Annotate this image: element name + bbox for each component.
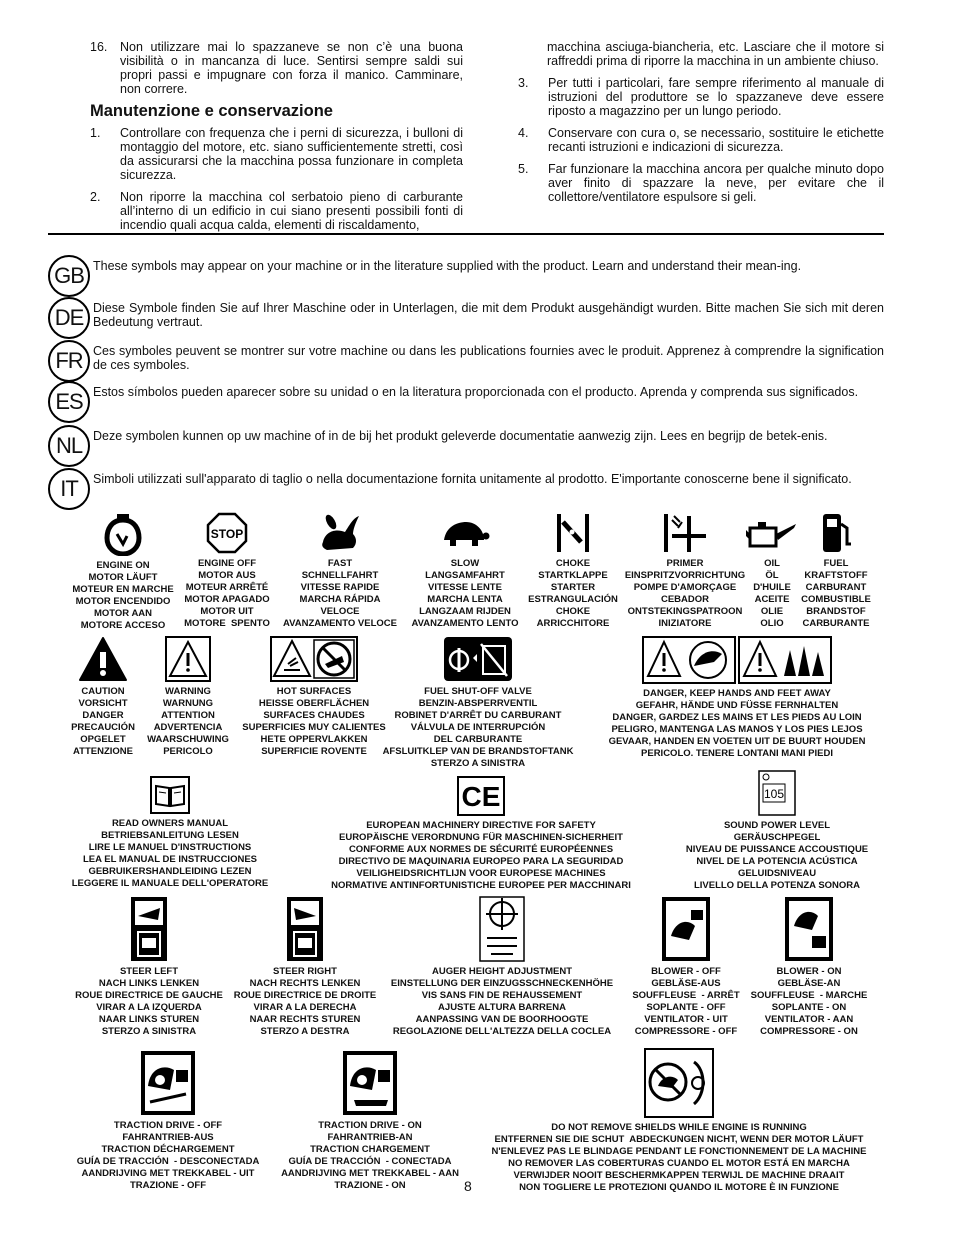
symbol-ce	[326, 776, 636, 892]
symbol-label: STEER LEFT NACH LINKS LENKEN ROUE DIRECTRICE DE GAUCHE VIRAR A LA IZQUERDA NAAR LINKS STUREN STERZO A SINISTRA	[75, 966, 223, 1037]
symbol-sound-level	[672, 770, 882, 892]
symbol-label: OIL ÖL D'HUILE ACEITE OLIE OLIO	[753, 558, 791, 629]
language-text: These symbols may appear on your machine or in the literature supplied with the product. Learn and understand their mean-ing.	[93, 259, 802, 273]
book-icon	[150, 776, 190, 814]
language-text: Diese Symbole finden Sie auf Ihrer Maschine oder in Unterlagen, die mit dem Produkt ausgehändigt wurden. Bitte machen Sie sich mit deren Bedeutung vertraut.	[93, 301, 884, 329]
rabbit-icon	[317, 512, 363, 554]
symbol-label: BLOWER - ON GEBLÄSE-AN SOUFFLEUSE - MARCHE SOPLANTE - ON VENTILATOR - AAN COMPRESSORE - ON	[750, 966, 868, 1037]
symbol-fuel-shutoff	[382, 636, 574, 770]
symbol-label: STEER RIGHT NACH RECHTS LENKEN ROUE DIRECTRICE DE DROITE VIRAR A LA DERECHA NAAR RECHTS STUREN STERZO A DESTRA	[233, 966, 377, 1037]
symbol-label: HOT SURFACES HEISSE OBERFLÄCHEN SURFACES CHAUDES SUPERFICIES MUY CALIENTES HETE OPPERVLAKKEN SUPERFICIE ROVENTE	[242, 686, 386, 757]
language-text: Deze symbolen kunnen op uw machine of in de bij het produkt geleverde documentatie aanwezig zijn. Lees en begrijp de betek-enis.	[93, 429, 828, 443]
language-badge: ES	[48, 381, 90, 423]
svg-text:STOP: STOP	[210, 527, 244, 541]
divider	[48, 233, 884, 235]
symbol-caution	[64, 636, 142, 758]
ce-glyph: CE	[461, 781, 501, 812]
symbol-primer	[620, 512, 750, 630]
language-badge: IT	[48, 468, 90, 510]
symbol-label: READ OWNERS MANUAL BETRIEBSANLEITUNG LESEN LIRE LE MANUEL D'INSTRUCTIONS LEA EL MANUAL DE INSTRUCCIONES GEBRUIKERSHANDLEIDING LEZEN LEGGERE IL MANUALE DELL'OPERATORE	[71, 818, 269, 889]
ce-mark-icon	[457, 776, 505, 816]
auger-height-icon	[479, 896, 525, 962]
symbol-label: WARNING WARNUNG ATTENTION ADVERTENCIA WAARSCHUWING PERICOLO	[147, 686, 229, 757]
fuel-pump-icon	[819, 512, 853, 554]
symbol-blower-off	[626, 896, 746, 1038]
language-text: Estos símbolos pueden aparecer sobre su unidad o en la literatura proporcionada con el producto. Aprenda y comprenda sus significados.	[93, 385, 859, 399]
oil-can-icon	[744, 512, 800, 554]
right-text-column	[518, 40, 884, 212]
stop-icon	[206, 512, 248, 554]
symbol-traction-on	[272, 1050, 468, 1192]
steer-left-icon	[130, 896, 168, 962]
symbol-label: EUROPEAN MACHINERY DIRECTIVE FOR SAFETY EUROPÄISCHE VERORDNUNG FÜR MASCHINEN-SICHERHEIT CONFORME AUX NORMES DE SÉCURITÉ EUROPÉENNES DIRECTIVO DE MAQUINARIA EUROPEO PARA LA SEGURIDAD VEILIGHEIDSRICHTLIJN VOOR EUROPESE MACHINES NORMATIVE ANTINFORTUNISTICHE EUROPEE PER MACCHINARI	[331, 820, 631, 891]
sound-level-icon	[758, 770, 796, 816]
symbol-warning	[142, 636, 234, 758]
left-text-column	[90, 40, 463, 240]
symbol-auger-height	[385, 896, 619, 1038]
list-item: 16. Non utilizzare mai lo spazzaneve se non c’è una buona visibilità o in mancanza di luce. Sentirsi sempre saldi sui propri passi e impugnare con forza il manico. Camminare, non correre.	[90, 40, 463, 96]
symbol-label: TRACTION DRIVE - OFF FAHRANTRIEB-AUS TRACTION DÉCHARGEMENT GUÍA DE TRACCIÓN - DESCONECTADA AANDRIJVING MET TREKKABEL - UIT TRAZIONE - OFF	[76, 1120, 260, 1191]
symbol-oil	[746, 512, 798, 630]
symbol-label: FUEL KRAFTSTOFF CARBURANT COMBUSTIBLE BRANDSTOF CARBURANTE	[801, 558, 871, 629]
symbol-blower-on	[746, 896, 872, 1038]
shields-icon	[644, 1048, 714, 1118]
symbol-label: SLOW LANGSAMFAHRT VITESSE LENTE MARCHA LENTA LANGZAAM RIJDEN AVANZAMENTO LENTO	[411, 558, 519, 629]
symbol-read-manual	[64, 776, 276, 890]
fuel-shutoff-icon	[443, 636, 513, 682]
symbol-shields	[484, 1048, 874, 1194]
hands-feet-icon	[642, 636, 832, 684]
list-item: 5. Far funzionare la macchina ancora per qualche minuto dopo aver finito di spazzare la neve, per evitare che il collettore/ventilatore espulsore si geli.	[518, 162, 884, 204]
symbol-label: ENGINE ON MOTOR LÄUFT MOTEUR EN MARCHE MOTOR ENCENDIDO MOTOR AAN MOTORE ACCESO	[72, 560, 174, 631]
symbol-hot-surfaces	[234, 636, 394, 758]
symbol-steer-left	[68, 896, 230, 1038]
symbol-traction-off	[66, 1050, 270, 1192]
symbol-label: DO NOT REMOVE SHIELDS WHILE ENGINE IS RUNNING ENTFERNEN SIE DIE SCHUT ABDECKUNGEN NICHT, WENN DER MOTOR LÄUFT N'ENLEVEZ PAS LE BLINDAGE PENDANT LE FONCTIONNEMENT DE LA MACHINE NO REMOVER LAS COBERTURAS CUANDO EL MOTOR ESTÁ EN MARCHA VERWIJDER NOOIT BESCHERMKAPPEN TERWIJL DE MACHINE DRAAIT NON TOGLIERE LE PROTEZIONI QUANDO IL MOTORE È IN FUNZIONE	[491, 1122, 867, 1193]
list-item: 2. Non riporre la macchina col serbatoio pieno di carburante all’interno di un edificio in cui siano presenti possibili fonti di incendio quali acqua calda, elementi di riscaldamento,	[90, 190, 463, 232]
primer-icon	[662, 512, 708, 554]
symbol-engine-on	[68, 512, 178, 632]
section-heading: Manutenzione e conservazione	[90, 102, 333, 120]
symbol-label: FUEL SHUT-OFF VALVE BENZIN-ABSPERRVENTIL ROBINET D'ARRÊT DU CARBURANT VÁLVULA DE INTERRUPCIÓN DEL CARBURANTE AFSLUITKLEP VAN DE BRANDSTOFTANK STERZO A SINISTRA	[382, 686, 574, 769]
hot-surfaces-icon	[270, 636, 358, 682]
language-text: Simboli utilizzati sull'apparato di taglio o nella documentazione fornita unitamente al prodotto. E'importante conoscerne bene il significato.	[93, 472, 852, 486]
symbol-fast	[276, 512, 404, 630]
language-badge: FR	[48, 340, 90, 382]
list-item: 1. Controllare con frequenza che i perni di sicurezza, i bulloni di montaggio del motore, etc. siano sufficientemente stretti, così da assicurarsi che la macchina possa funzionare in completa sicurezza.	[90, 126, 463, 182]
sound-value: 105	[763, 787, 785, 801]
language-badge: DE	[48, 297, 90, 339]
list-item: 4. Conservare con cura o, se necessario, sostituire le etichette recanti istruzioni e indicazioni di sicurezza.	[518, 126, 884, 154]
traction-off-icon	[140, 1050, 196, 1116]
symbol-label: PRIMER EINSPRITZVORRICHTUNG POMPE D'AMORÇAGE CEBADOR ONTSTEKINGSPATROON INIZIATORE	[624, 558, 746, 629]
symbol-hands-feet	[600, 636, 874, 760]
traction-on-icon	[342, 1050, 398, 1116]
symbol-label: CHOKE STARTKLAPPE STARTER ESTRANGULACIÓN CHOKE ARRICCHITORE	[528, 558, 618, 629]
symbol-fuel	[798, 512, 874, 630]
engine-icon	[103, 512, 143, 556]
symbol-label: ENGINE OFF MOTOR AUS MOTEUR ARRÊTÉ MOTOR APAGADO MOTOR UIT MOTORE SPENTO	[184, 558, 270, 629]
language-badge: GB	[48, 255, 90, 297]
choke-icon	[553, 512, 593, 554]
blower-off-icon	[661, 896, 711, 962]
continuation-text: macchina asciuga-biancheria, etc. Lasciare che il motore si raffreddi prima di riporre la macchina in un ambiente chiuso.	[547, 40, 884, 68]
symbol-engine-off	[178, 512, 276, 630]
language-badge: NL	[48, 425, 90, 467]
blower-on-icon	[784, 896, 834, 962]
symbol-label: TRACTION DRIVE - ON FAHRANTRIEB-AN TRACTION CHARGEMENT GUÍA DE TRACCIÓN - CONECTADA AANDRIJVING MET TREKKABEL - AAN TRAZIONE - ON	[281, 1120, 459, 1191]
steer-right-icon	[286, 896, 324, 962]
list-item: 3. Per tutti i particolari, fare sempre riferimento al manuale di istruzioni del produttore se lo spazzaneve deve essere riposto a magazzino per un lungo periodo.	[518, 76, 884, 118]
symbol-label: SOUND POWER LEVEL GERÄUSCHPEGEL NIVEAU DE PUISSANCE ACCOUSTIQUE NIVEL DE LA POTENCIA ACÚSTICA GELUIDSNIVEAU LIVELLO DELLA POTENZA SONORA	[685, 820, 869, 891]
symbol-label: CAUTION VORSICHT DANGER PRECAUCIÓN OPGELET ATTENZIONE	[71, 686, 135, 757]
symbol-choke	[526, 512, 620, 630]
caution-icon	[78, 636, 128, 682]
page-number: 8	[464, 1178, 472, 1194]
symbol-label: AUGER HEIGHT ADJUSTMENT EINSTELLUNG DER EINZUGSSCHNECKENHÖHE VIS SANS FIN DE REHAUSSEMENT AJUSTE ALTURA BARRENA AANPASSING VAN DE BOORHOOGTE REGOLAZIONE DELL'ALTEZZA DELLA COCLEA	[390, 966, 614, 1037]
symbol-label: FAST SCHNELLFAHRT VITESSE RAPIDE MARCHA RÁPIDA VELOCE AVANZAMENTO VELOCE	[282, 558, 397, 629]
symbol-label: DANGER, KEEP HANDS AND FEET AWAY GEFAHR, HÄNDE UND FÜSSE FERNHALTEN DANGER, GARDEZ LES MAINS ET LES PIEDS AU LOIN PELIGRO, MANTENGA LAS MANOS Y LOS PIES LEJOS GEVAAR, HANDEN EN VOETEN UIT DE BUURT HOUDEN PERICOLO. TENERE LONTANI MANI PIEDI	[608, 688, 866, 759]
symbol-label: BLOWER - OFF GEBLÄSE-AUS SOUFFLEUSE - ARRÊT SOPLANTE - OFF VENTILATOR - UIT COMPRESSORE - OFF	[632, 966, 740, 1037]
symbol-slow	[404, 512, 526, 630]
warning-icon	[165, 636, 211, 682]
turtle-icon	[440, 512, 490, 554]
symbol-steer-right	[230, 896, 380, 1038]
language-text: Ces symboles peuvent se montrer sur votre machine ou dans les publications fournies avec le produit. Apprenez à comprendre la signification de ces symboles.	[93, 344, 884, 372]
